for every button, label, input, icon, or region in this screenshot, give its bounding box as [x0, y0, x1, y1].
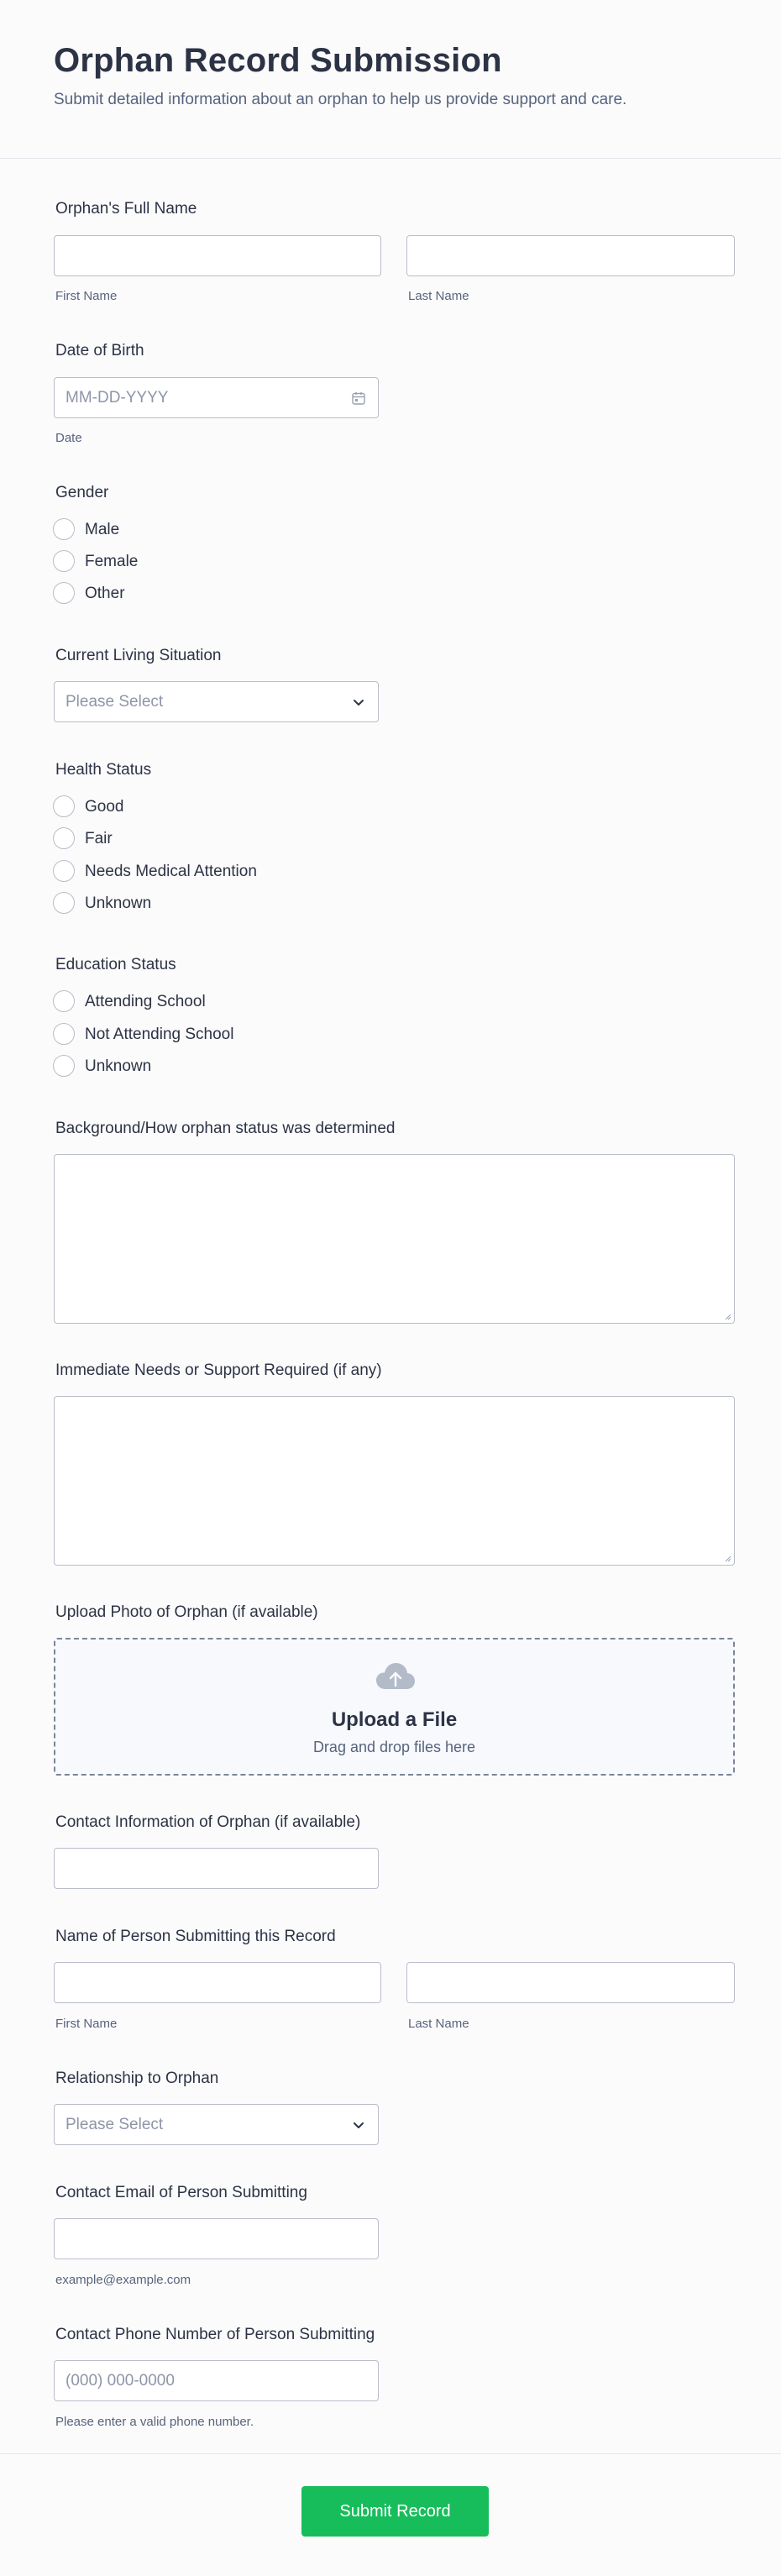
radio-label: Good — [85, 798, 124, 816]
dob-sublabel: Date — [55, 431, 82, 445]
file-upload-dropzone[interactable] — [54, 1638, 735, 1776]
email-label: Contact Email of Person Submitting — [55, 2184, 307, 2201]
phone-sublabel: Please enter a valid phone number. — [55, 2415, 254, 2429]
radio-button[interactable] — [53, 892, 75, 914]
upload-title: Upload a File — [331, 1708, 458, 1731]
orphan-last-name-input[interactable] — [406, 235, 735, 276]
radio-button[interactable] — [53, 1023, 75, 1045]
phone-placeholder: (000) 000-0000 — [66, 2372, 175, 2390]
orphan-first-name-input[interactable] — [54, 235, 381, 276]
radio-label: Not Attending School — [85, 1026, 234, 1043]
radio-label: Male — [85, 521, 120, 538]
resize-grip-icon[interactable] — [723, 1554, 731, 1562]
resize-grip-icon[interactable] — [723, 1312, 731, 1320]
footer-divider — [0, 2453, 781, 2454]
phone-label: Contact Phone Number of Person Submitting — [55, 2326, 375, 2343]
radio-label: Other — [85, 585, 125, 602]
radio-label: Unknown — [85, 1057, 152, 1075]
relationship-label: Relationship to Orphan — [55, 2070, 219, 2087]
needs-textarea[interactable] — [54, 1396, 735, 1566]
dob-placeholder: MM-DD-YYYY — [66, 389, 169, 407]
gender-label: Gender — [55, 484, 109, 501]
form-header — [0, 0, 781, 159]
orphan-contact-label: Contact Information of Orphan (if available) — [55, 1813, 361, 1831]
submitter-first-name-sublabel: First Name — [55, 2017, 118, 2031]
radio-button[interactable] — [53, 860, 75, 882]
radio-button[interactable] — [53, 550, 75, 572]
submitter-first-name-input[interactable] — [54, 1962, 381, 2003]
radio-button[interactable] — [53, 795, 75, 817]
background-textarea[interactable] — [54, 1154, 735, 1324]
orphan-last-name-sublabel: Last Name — [408, 289, 469, 303]
relationship-select[interactable] — [54, 2104, 379, 2145]
upload-subtitle: Drag and drop files here — [312, 1739, 476, 1755]
email-sublabel: example@example.com — [55, 2273, 191, 2287]
radio-label: Attending School — [85, 993, 206, 1010]
chevron-down-icon — [351, 2117, 366, 2133]
education-status-label: Education Status — [55, 956, 176, 973]
health-status-label: Health Status — [55, 761, 152, 779]
radio-button[interactable] — [53, 827, 75, 849]
radio-button[interactable] — [53, 582, 75, 604]
chevron-down-icon — [351, 695, 366, 710]
radio-label: Fair — [85, 830, 113, 847]
submit-record-button[interactable]: Submit Record — [301, 2486, 489, 2537]
radio-label: Unknown — [85, 895, 152, 912]
email-input[interactable] — [54, 2218, 379, 2259]
needs-label: Immediate Needs or Support Required (if any) — [55, 1361, 382, 1379]
calendar-icon[interactable] — [351, 391, 366, 406]
radio-label: Female — [85, 553, 139, 570]
submitter-name-label: Name of Person Submitting this Record — [55, 1928, 336, 1945]
phone-input[interactable] — [54, 2360, 379, 2401]
living-situation-label: Current Living Situation — [55, 647, 222, 664]
radio-button[interactable] — [53, 518, 75, 540]
orphan-contact-input[interactable] — [54, 1848, 379, 1889]
upload-photo-label: Upload Photo of Orphan (if available) — [55, 1603, 318, 1621]
dob-label: Date of Birth — [55, 342, 144, 359]
dob-input[interactable] — [54, 377, 379, 418]
page-subtitle: Submit detailed information about an orphan to help us provide support and care. — [54, 91, 627, 108]
orphan-name-label: Orphan's Full Name — [55, 200, 197, 218]
relationship-selected: Please Select — [66, 2116, 164, 2133]
radio-label: Needs Medical Attention — [85, 863, 257, 880]
submitter-last-name-input[interactable] — [406, 1962, 735, 2003]
submitter-last-name-sublabel: Last Name — [408, 2017, 469, 2031]
cloud-upload-icon — [375, 1661, 417, 1693]
living-situation-selected: Please Select — [66, 693, 164, 711]
radio-button[interactable] — [53, 1055, 75, 1077]
living-situation-select[interactable] — [54, 681, 379, 722]
orphan-first-name-sublabel: First Name — [55, 289, 118, 303]
page-title: Orphan Record Submission — [54, 42, 502, 79]
radio-button[interactable] — [53, 990, 75, 1012]
background-label: Background/How orphan status was determined — [55, 1120, 396, 1137]
